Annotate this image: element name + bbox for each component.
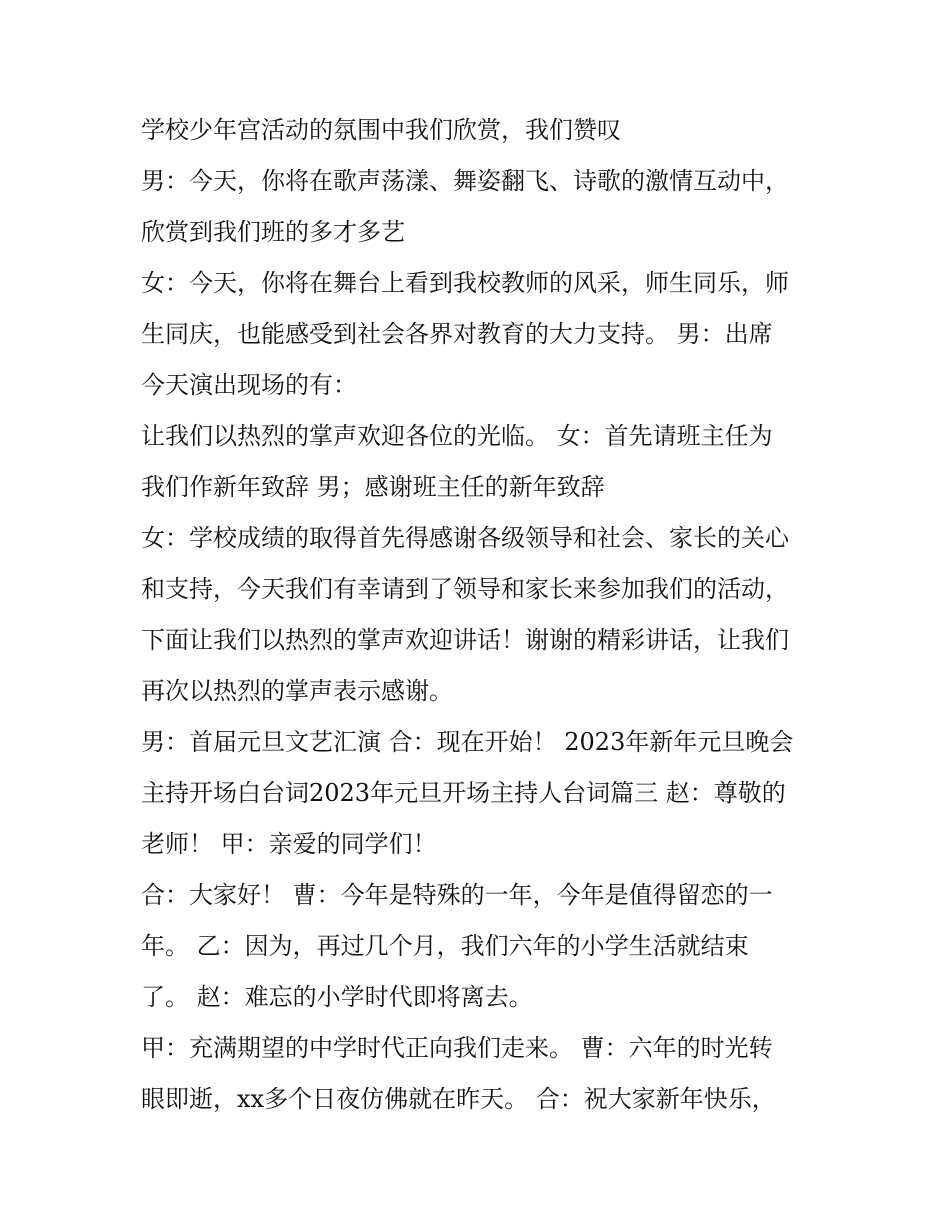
text-line: 女：学校成绩的取得首先得感谢各级领导和社会、家长的关心 — [141, 524, 789, 552]
text-line: 学校少年宫活动的氛围中我们欣赏，我们赞叹 — [141, 116, 621, 144]
text-line: 男：首届元旦文艺汇演 合：现在开始！ 2023年新年元旦晚会 — [141, 728, 794, 756]
text-line: 主持开场白台词2023年元旦开场主持人台词篇三 赵：尊敬的 — [141, 779, 786, 807]
text-line: 让我们以热烈的掌声欢迎各位的光临。 女：首先请班主任为 — [141, 422, 773, 450]
text-line: 女：今天，你将在舞台上看到我校教师的风采，师生同乐，师 — [141, 269, 789, 297]
text-line: 下面让我们以热烈的掌声欢迎讲话！谢谢的精彩讲话，让我们 — [141, 626, 789, 654]
document-text-body — [141, 108, 821, 1128]
text-line: 合：大家好！ 曹：今年是特殊的一年，今年是值得留恋的一 — [141, 881, 773, 909]
text-line: 欣赏到我们班的多才多艺 — [141, 218, 405, 246]
text-line: 了。 赵：难忘的小学时代即将离去。 — [141, 983, 533, 1011]
text-line: 今天演出现场的有： — [141, 371, 357, 399]
text-line: 生同庆，也能感受到社会各界对教育的大力支持。 男：出席 — [141, 320, 773, 348]
text-line: 甲：充满期望的中学时代正向我们走来。 曹：六年的时光转 — [141, 1034, 773, 1062]
text-line: 和支持，今天我们有幸请到了领导和家长来参加我们的活动， — [141, 575, 789, 603]
text-line: 男：今天，你将在歌声荡漾、舞姿翻飞、诗歌的激情互动中， — [141, 167, 789, 195]
text-line: 再次以热烈的掌声表示感谢。 — [141, 677, 453, 705]
text-line: 年。 乙：因为，再过几个月，我们六年的小学生活就结束 — [141, 932, 749, 960]
text-line: 老师！ 甲：亲爱的同学们！ — [141, 830, 437, 858]
text-line: 眼即逝，xx多个日夜仿佛就在昨天。 合：祝大家新年快乐， — [141, 1085, 776, 1113]
text-line: 我们作新年致辞 男；感谢班主任的新年致辞 — [141, 473, 605, 501]
